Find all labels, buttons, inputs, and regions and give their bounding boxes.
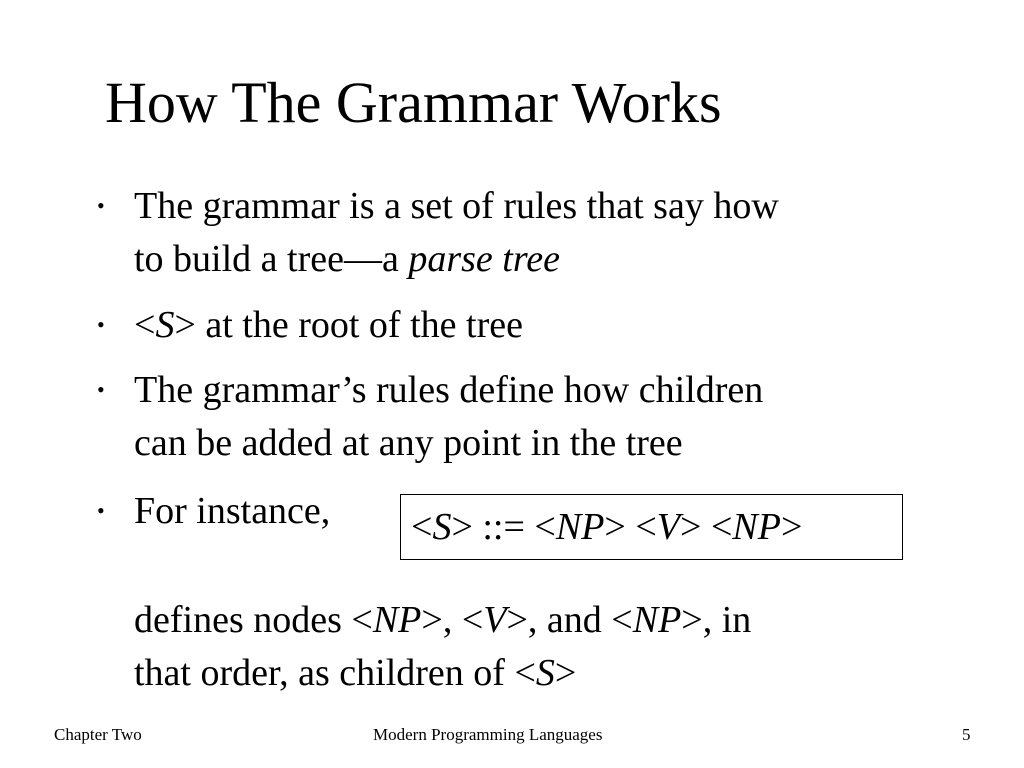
nonterminal-symbol: S [535, 652, 555, 694]
text-run: defines nodes < [134, 599, 373, 641]
bullet-text [134, 299, 934, 352]
nonterminal-symbol: NP [555, 506, 605, 548]
footer-title: Modern Programming Languages [373, 725, 603, 744]
angle-close: > [174, 304, 196, 346]
angle-close: > [451, 506, 473, 548]
bullet-line: can be added at any point in the tree [134, 422, 683, 464]
footer-page-number: 5 [962, 725, 971, 744]
text-run: > [554, 652, 577, 694]
bullet-text [134, 364, 934, 470]
text-run: that order, as children of < [134, 652, 536, 694]
production-operator: ::= [472, 506, 535, 548]
text-run: >, in [681, 599, 752, 641]
italic-term: parse tree [408, 238, 560, 280]
bullet-marker: • [97, 498, 105, 523]
bullet-marker: • [97, 377, 105, 402]
nonterminal-symbol: V [483, 599, 507, 641]
text-run: at the root of the tree [195, 304, 523, 346]
angle-open: < [534, 506, 556, 548]
explanation-text [134, 594, 934, 700]
angle-close: > [604, 506, 636, 548]
bullet-marker: • [97, 193, 105, 218]
bullet-line: The grammar’s rules define how children [134, 369, 764, 411]
text-run: >, < [421, 599, 484, 641]
nonterminal-symbol: NP [732, 506, 781, 548]
bullet-line: The grammar is a set of rules that say how [134, 185, 779, 227]
angle-open: < [710, 506, 733, 548]
explanation-line [134, 594, 934, 647]
nonterminal-symbol: S [432, 506, 452, 548]
bullet-text: For instance, [134, 490, 331, 532]
text-run: to build a tree—a [134, 238, 409, 280]
nonterminal-symbol: NP [632, 599, 682, 641]
nonterminal-symbol: NP [372, 599, 422, 641]
explanation-line [134, 647, 934, 700]
nonterminal-symbol: S [155, 304, 175, 346]
angle-open: < [411, 506, 433, 548]
footer-chapter: Chapter Two [54, 725, 142, 744]
nonterminal-symbol: V [656, 506, 681, 548]
bullet-line [134, 233, 934, 286]
slide-title: How The Grammar Works [105, 70, 722, 135]
bullet-marker: • [97, 312, 105, 337]
angle-open: < [134, 304, 156, 346]
grammar-rule-box [400, 494, 903, 560]
text-run: >, and < [506, 599, 633, 641]
angle-close: > [680, 506, 711, 548]
angle-close: > [780, 506, 803, 548]
bullet-text [134, 180, 934, 286]
angle-open: < [635, 506, 657, 548]
